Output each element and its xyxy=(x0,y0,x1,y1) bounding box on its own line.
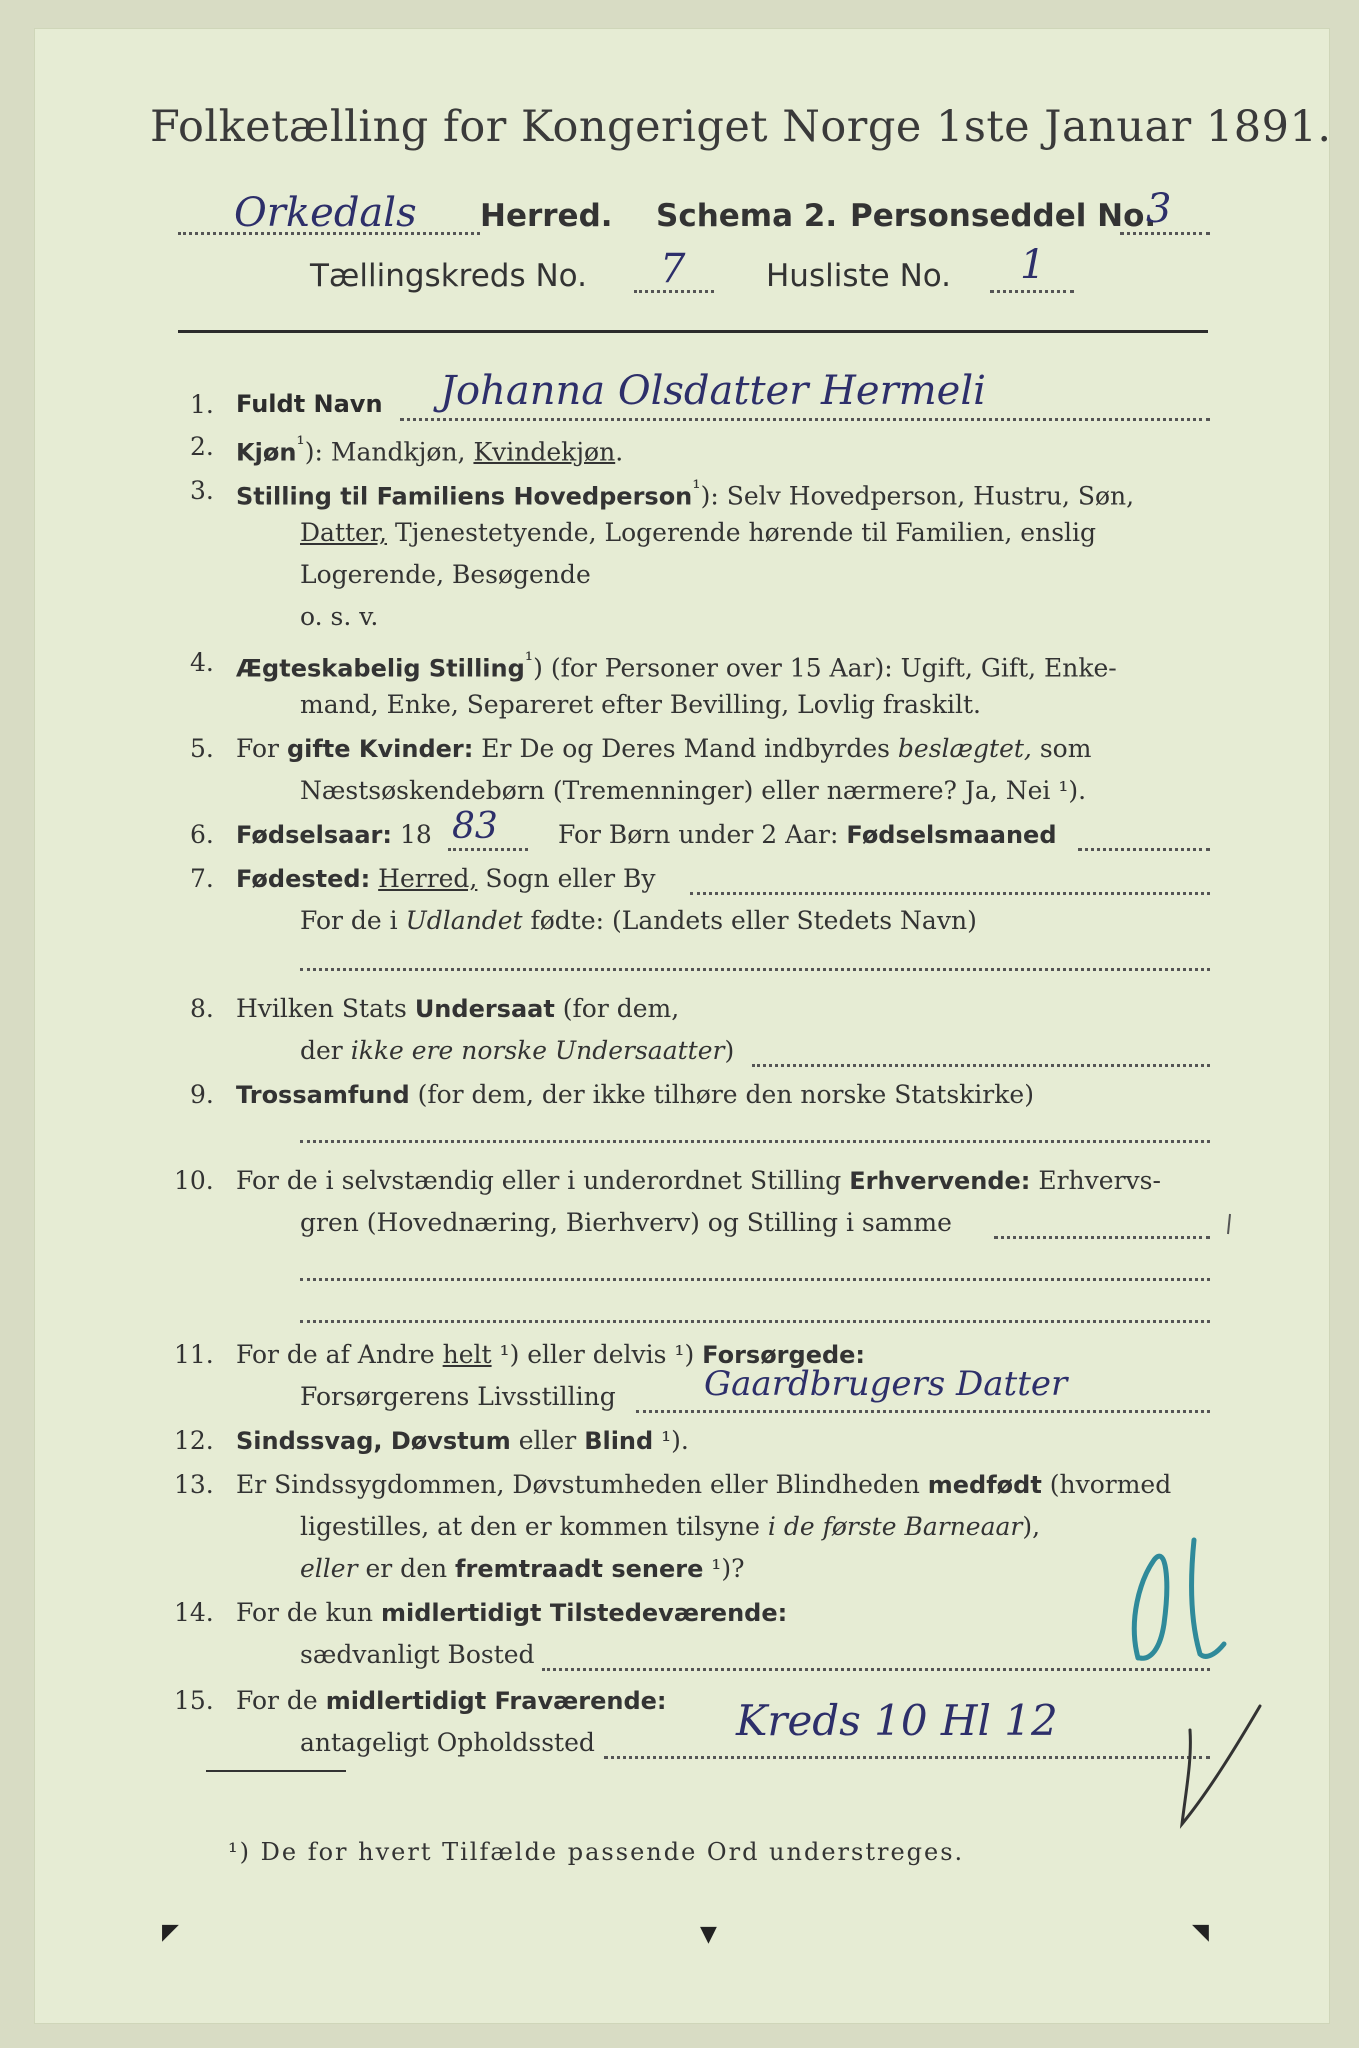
item-3-text-1: ): Selv Hovedperson, Hustru, Søn, xyxy=(700,481,1135,511)
item-4-label: Ægteskabelig Stilling xyxy=(236,654,525,683)
item-14-dots xyxy=(542,1668,1210,1671)
item-4-text-1: ) (for Personer over 15 Aar): Ugift, Gift, Enke- xyxy=(533,653,1117,683)
item-7-text-2a: For de i xyxy=(300,906,406,935)
item-2-underlined: Kvindekjøn xyxy=(473,437,616,467)
item-5-label: gifte Kvinder: xyxy=(286,735,474,763)
item-1-name-value: Johanna Olsdatter Hermeli xyxy=(440,368,986,414)
header-rule xyxy=(178,330,1208,333)
item-10-dots-3 xyxy=(300,1320,1210,1323)
item-3-underlined: Datter, xyxy=(300,518,387,547)
item-12-label: Sindssvag, Døvstum xyxy=(236,1427,511,1455)
husliste-dots xyxy=(990,290,1074,293)
item-5-pre: For xyxy=(236,734,287,763)
item-6-line xyxy=(236,820,432,849)
handwritten-mark-upper xyxy=(1120,1520,1250,1670)
footnote: ¹) De for hvert Tilfælde passende Ord understreges. xyxy=(228,1838,965,1866)
personseddel-dots xyxy=(1120,232,1210,235)
item-13-text-3c: ¹)? xyxy=(703,1554,745,1583)
item-10-line-1 xyxy=(236,1166,1161,1195)
item-15-line-1 xyxy=(236,1686,667,1715)
item-2-line xyxy=(236,432,623,466)
item-5-line-1 xyxy=(236,734,1091,763)
item-10-pre: For de i selvstændig eller i underordnet Stilling xyxy=(236,1166,850,1195)
item-9-line xyxy=(236,1080,1034,1109)
item-8-dots xyxy=(752,1064,1210,1067)
item-14-line-2: sædvanligt Bosted xyxy=(300,1640,535,1669)
item-3-line-4: o. s. v. xyxy=(300,602,379,631)
item-11-label: Forsørgede: xyxy=(702,1341,866,1369)
item-8-pre: Hvilken Stats xyxy=(236,994,415,1023)
item-8-text-2b: ) xyxy=(724,1036,735,1065)
schema-label: Schema 2. xyxy=(656,198,838,234)
item-1-number: 1. xyxy=(190,390,214,419)
census-form xyxy=(34,28,1330,2024)
kreds-label: Tællingskreds No. xyxy=(310,258,587,294)
item-6-label: Fødselsaar: xyxy=(236,821,392,849)
item-3-line-2 xyxy=(300,518,1096,547)
item-11-pre: For de af Andre xyxy=(236,1340,443,1369)
husliste-label: Husliste No. xyxy=(766,258,952,294)
item-5-text-1: Er De og Deres Mand indbyrdes xyxy=(473,734,898,763)
item-3-text-2: Tjenestetyende, Logerende hørende til Familien, enslig xyxy=(387,518,1097,547)
handwritten-tick-small xyxy=(1220,1210,1240,1240)
item-12-rest: ¹). xyxy=(653,1426,689,1455)
item-13-rest: (hvormed xyxy=(1041,1470,1172,1499)
herred-value: Orkedals xyxy=(234,190,417,236)
item-12-line xyxy=(236,1426,689,1455)
item-14-pre: For de kun xyxy=(236,1598,381,1627)
item-7-rest: Sogn eller By xyxy=(477,864,656,893)
item-3-label: Stilling til Familiens Hovedperson xyxy=(236,482,693,511)
item-7-dots-2 xyxy=(300,968,1210,971)
item-8-text-2a: der xyxy=(300,1036,351,1065)
item-9-rest: (for dem, der ikke tilhøre den norske Statskirke) xyxy=(409,1080,1034,1109)
item-11-line-2: Forsørgerens Livsstilling xyxy=(300,1382,616,1411)
item-10-dots-2 xyxy=(300,1278,1210,1281)
item-11-mid: ¹) eller delvis ¹) xyxy=(491,1340,703,1369)
item-4-number: 4. xyxy=(190,648,214,677)
kreds-value: 7 xyxy=(660,246,686,292)
item-8-line-1 xyxy=(236,994,679,1023)
item-14-number: 14. xyxy=(174,1598,214,1627)
item-12-label-2: Blind xyxy=(584,1427,654,1455)
footnote-rule xyxy=(206,1770,346,1772)
item-5-line-2: Næstsøskendebørn (Tremenninger) eller nærmere? Ja, Nei ¹). xyxy=(300,776,1087,805)
item-5-italic: beslægtet, xyxy=(897,734,1032,763)
item-2-label: Kjøn xyxy=(236,438,297,467)
item-6-year-prefix: 18 xyxy=(392,820,432,849)
item-9-dots xyxy=(300,1140,1210,1143)
item-7-line-2 xyxy=(300,906,977,935)
item-11-underlined: helt xyxy=(442,1340,492,1369)
item-6-year-value: 83 xyxy=(452,806,498,847)
item-9-number: 9. xyxy=(190,1080,214,1109)
item-2-number: 2. xyxy=(190,432,214,461)
personseddel-value: 3 xyxy=(1146,186,1172,232)
item-10-label: Erhvervende: xyxy=(849,1167,1031,1195)
item-3-sup: ¹ xyxy=(692,476,701,500)
item-6-mid: For Børn under 2 Aar: xyxy=(558,820,847,849)
item-11-dots xyxy=(636,1410,1210,1413)
personseddel-label: Personseddel No. xyxy=(850,198,1157,234)
item-8-label: Undersaat xyxy=(414,995,555,1023)
item-12-number: 12. xyxy=(174,1426,214,1455)
item-11-number: 11. xyxy=(174,1340,214,1369)
item-13-italic-2: eller xyxy=(300,1554,358,1583)
husliste-value: 1 xyxy=(1020,242,1046,288)
item-13-italic: i de første Barneaar xyxy=(767,1512,1023,1541)
item-3-number: 3. xyxy=(190,476,214,505)
item-13-text-3b: er den xyxy=(357,1554,456,1583)
item-13-text-2b: ), xyxy=(1022,1512,1041,1541)
item-7-number: 7. xyxy=(190,864,214,893)
item-14-line-1 xyxy=(236,1598,787,1627)
item-7-italic: Udlandet xyxy=(405,906,523,935)
item-6-number: 6. xyxy=(190,820,214,849)
item-14-label: midlertidigt Tilstedeværende: xyxy=(380,1599,788,1627)
item-15-line-2: antageligt Opholdssted xyxy=(300,1728,595,1757)
item-6-line-b xyxy=(558,820,1057,849)
item-13-line-3 xyxy=(300,1554,745,1583)
item-10-line-2: gren (Hovednæring, Bierhverv) og Stilling i samme xyxy=(300,1208,952,1237)
item-7-text-2b: fødte: (Landets eller Stedets Navn) xyxy=(522,906,977,935)
herred-label: Herred. xyxy=(480,198,613,234)
registration-mark-right: ◥ xyxy=(1192,1920,1209,1945)
item-13-text-2a: ligestilles, at den er kommen tilsyne xyxy=(300,1512,768,1541)
item-5-number: 5. xyxy=(190,734,214,763)
item-1-label: Fuldt Navn xyxy=(236,390,383,418)
item-2-text-b: . xyxy=(615,437,624,467)
item-15-number: 15. xyxy=(174,1686,214,1715)
item-8-number: 8. xyxy=(190,994,214,1023)
item-13-number: 13. xyxy=(174,1470,214,1499)
item-15-label: midlertidigt Fraværende: xyxy=(325,1687,667,1715)
item-3-line-3: Logerende, Besøgende xyxy=(300,560,591,589)
item-13-pre: Er Sindssygdommen, Døvstumheden eller Blindheden xyxy=(236,1470,928,1499)
item-7-underlined: Herred, xyxy=(378,864,478,893)
item-8-rest: (for dem, xyxy=(554,994,680,1023)
item-10-dots-1 xyxy=(994,1236,1210,1239)
item-4-sup: ¹ xyxy=(524,648,534,672)
item-15-pre: For de xyxy=(236,1686,326,1715)
item-3-line-1 xyxy=(236,476,1134,510)
item-13-label-2: fremtraadt senere xyxy=(455,1555,704,1583)
item-6-year-dots xyxy=(448,848,528,851)
item-6-label-2: Fødselsmaaned xyxy=(846,821,1057,849)
item-4-line-2: mand, Enke, Separeret efter Bevilling, Lovlig fraskilt. xyxy=(300,690,981,719)
item-7-label: Fødested: xyxy=(236,865,371,893)
item-2-text-a: ): Mandkjøn, xyxy=(304,437,474,467)
item-5-text-1b: som xyxy=(1031,734,1092,763)
item-12-mid: eller xyxy=(510,1426,585,1455)
item-9-label: Trossamfund xyxy=(236,1081,410,1109)
item-6-month-dots xyxy=(1078,848,1210,851)
item-13-line-2 xyxy=(300,1512,1040,1541)
item-2-sup: ¹ xyxy=(296,432,305,456)
item-7-line-1 xyxy=(236,864,656,893)
item-1-dots xyxy=(400,418,1210,421)
item-13-line-1 xyxy=(236,1470,1171,1499)
item-13-label: medfødt xyxy=(927,1471,1042,1499)
item-10-number: 10. xyxy=(174,1166,214,1195)
item-8-line-2 xyxy=(300,1036,734,1065)
item-4-line-1 xyxy=(236,648,1117,682)
item-15-value: Kreds 10 Hl 12 xyxy=(736,1696,1058,1745)
item-15-dots xyxy=(604,1756,1210,1759)
handwritten-check-lower xyxy=(1170,1700,1270,1830)
registration-mark-center: ▼ xyxy=(700,1922,717,1947)
item-8-italic: ikke ere norske Undersaatter xyxy=(350,1036,725,1065)
item-11-value: Gaardbrugers Datter xyxy=(704,1364,1068,1404)
item-10-rest: Erhvervs- xyxy=(1030,1166,1161,1195)
registration-mark-left: ◤ xyxy=(162,1920,179,1945)
form-title: Folketælling for Kongeriget Norge 1ste Januar 1891. xyxy=(150,102,1332,152)
item-7-dots-1 xyxy=(690,892,1210,895)
